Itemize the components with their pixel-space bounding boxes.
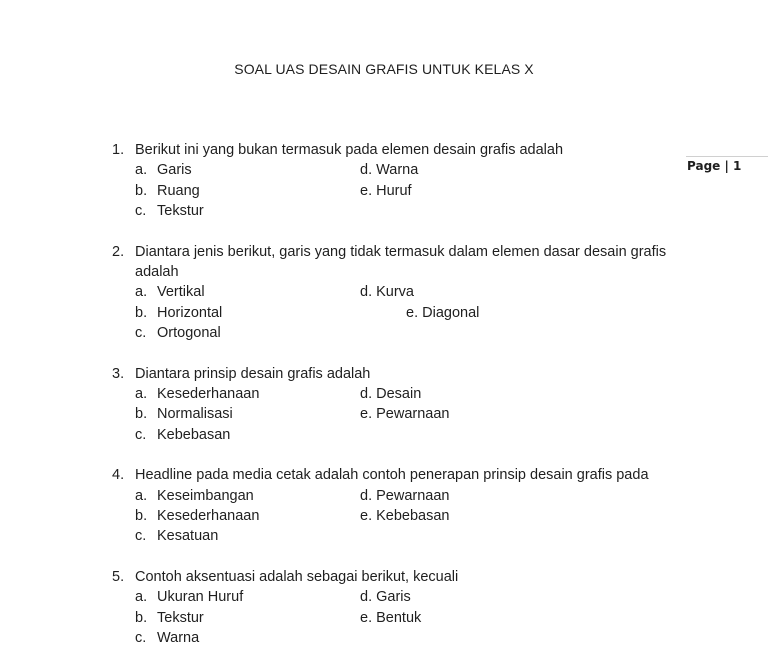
option-a: a. Vertikal <box>135 284 205 301</box>
option-d: d. Garis <box>360 589 411 606</box>
option-d: d. Pewarnaan <box>360 487 450 504</box>
question-number: 1. <box>112 142 125 158</box>
question-text: Contoh aksentuasi adalah sebagai berikut, kecuali <box>135 568 459 585</box>
option-e: e. Diagonal <box>406 304 480 321</box>
question-number: 2. <box>112 243 125 260</box>
page-number: Page | 1 <box>687 159 742 173</box>
option-b: b. Ruang <box>135 182 200 199</box>
question-5 <box>112 567 712 649</box>
question-number: 5. <box>112 568 125 585</box>
question-text: Berikut ini yang bukan termasuk pada elemen desain grafis adalah <box>135 142 564 158</box>
option-a: a. Garis <box>135 162 192 179</box>
answer-options <box>135 282 712 343</box>
option-e: e. Huruf <box>360 182 412 199</box>
option-b: b. Tekstur <box>135 609 204 626</box>
answer-options <box>135 486 712 547</box>
option-d: d. Warna <box>360 162 419 179</box>
document-title: SOAL UAS DESAIN GRAFIS UNTUK KELAS X <box>234 61 534 77</box>
option-b: b. Kesederhanaan <box>135 507 260 524</box>
answer-options <box>135 384 712 445</box>
option-c: c. Kesatuan <box>135 528 219 545</box>
question-text: Diantara prinsip desain grafis adalah <box>135 365 371 382</box>
option-a: a. Ukuran Huruf <box>135 589 244 606</box>
option-c: c. Ortogonal <box>135 325 221 342</box>
option-d: d. Kurva <box>360 284 414 301</box>
question-3 <box>112 364 712 446</box>
question-number: 3. <box>112 365 125 382</box>
option-e: e. Bentuk <box>360 609 422 626</box>
option-c: c. Warna <box>135 629 200 646</box>
answer-options <box>135 587 712 648</box>
question-text: Headline pada media cetak adalah contoh penerapan prinsip desain grafis pada <box>135 467 649 484</box>
question-number: 4. <box>112 467 125 484</box>
question-list <box>112 140 712 668</box>
question-2 <box>112 242 712 344</box>
question-text: Diantara jenis berikut, garis yang tidak termasuk dalam elemen dasar desain grafis adalah <box>135 243 667 280</box>
option-b: b. Horizontal <box>135 304 223 321</box>
option-b: b. Normalisasi <box>135 406 233 423</box>
answer-options <box>135 160 712 221</box>
option-e: e. Kebebasan <box>360 507 450 524</box>
option-c: c. Tekstur <box>135 203 204 220</box>
question-4 <box>112 465 712 547</box>
option-d: d. Desain <box>360 385 422 402</box>
question-1 <box>112 140 712 222</box>
option-c: c. Kebebasan <box>135 426 231 443</box>
option-a: a. Kesederhanaan <box>135 385 260 402</box>
option-a: a. Keseimbangan <box>135 487 254 504</box>
option-e: e. Pewarnaan <box>360 406 450 423</box>
